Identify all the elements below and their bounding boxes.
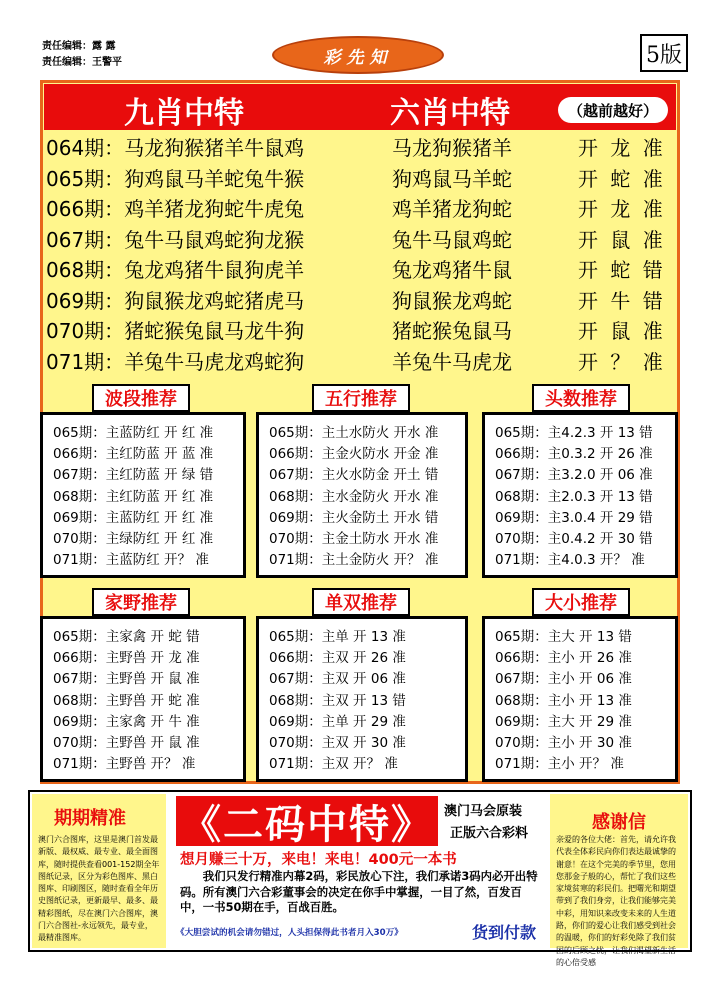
section-line: 070期：主小 开 30 准 <box>495 735 632 751</box>
section-title: 大小推荐 <box>532 588 630 616</box>
section-line: 066期：主双 开 26 准 <box>269 650 406 667</box>
section-title: 波段推荐 <box>92 384 190 412</box>
row-result: 开 蛇 准 <box>578 166 663 191</box>
advert-side-1: 澳门马会原装 <box>444 804 523 819</box>
section-line: 070期：主双 开 30 准 <box>269 735 406 751</box>
row-period-and-nine: 066期：鸡羊猪龙狗蛇牛虎兔 <box>46 197 305 221</box>
section-line: 066期：主野兽 开 龙 准 <box>53 650 200 667</box>
section-title: 头数推荐 <box>532 384 630 412</box>
row-six: 猪蛇猴兔鼠马 <box>392 319 512 343</box>
advert-side-2: 正版六合彩料 <box>450 826 529 841</box>
row-period-and-nine: 065期：狗鸡鼠马羊蛇兔牛猴 <box>46 166 305 191</box>
row-result: 开 鼠 准 <box>578 227 663 252</box>
section-box <box>256 616 468 782</box>
editor-line-1: 责任编辑：露 露 <box>42 41 116 52</box>
section-box <box>482 412 678 578</box>
section-box <box>256 412 468 578</box>
row-six: 兔龙鸡猪牛鼠 <box>392 258 512 282</box>
section-line: 071期：主野兽 开？ 准 <box>53 756 196 773</box>
section-line: 070期：主0.4.2 开 30 错 <box>495 531 653 547</box>
advert-footer: 《大胆尝试的机会请勿错过，人头担保得此书者月入30万》 <box>176 928 403 938</box>
left-advert-title: 期期精准 <box>54 808 126 829</box>
row-six: 兔牛马鼠鸡蛇 <box>392 227 512 252</box>
row-six: 马龙狗猴猪羊 <box>392 136 512 160</box>
section-line: 069期：主3.0.4 开 29 错 <box>495 509 653 526</box>
page-version: 5版 <box>640 34 688 72</box>
section-box <box>482 616 678 782</box>
section-line: 067期：主双 开 06 准 <box>269 671 406 688</box>
row-period-and-nine: 068期：兔龙鸡猪牛鼠狗虎羊 <box>46 258 305 282</box>
section-line: 071期：主小 开？ 准 <box>495 756 624 773</box>
section-line: 066期：主金火防水 开金 准 <box>269 446 439 463</box>
row-period-and-nine: 070期：猪蛇猴兔鼠马龙牛狗 <box>46 319 305 343</box>
right-advert <box>550 794 688 967</box>
section-line: 066期：主小 开 26 准 <box>495 650 632 667</box>
row-six: 鸡羊猪龙狗蛇 <box>392 197 512 221</box>
row-period-and-nine: 069期：狗鼠猴龙鸡蛇猪虎马 <box>46 288 305 313</box>
section-line: 065期：主4.2.3 开 13 错 <box>495 425 653 441</box>
thanks-letter-text: 亲爱的各位大佬：首先，请允许我代表全体彩民向你们表达最诚挚的谢意！在这个完美的季节里，您用您那金子般的心，帮忙了我们这些家境贫寒的彩民们。把曙光和期望带到了我们身旁，让我们能够完美中彩，用知识来改变未来的人生道路，你们的爱心让我们感受到社会的温暖，你们的好彩免除了我们贫困的后顾之忧，让我们渴望新生活的心倍受感 <box>556 835 676 967</box>
row-period-and-nine: 064期：马龙狗猴猪羊牛鼠鸡 <box>46 136 305 160</box>
section-line: 070期：主野兽 开 鼠 准 <box>53 735 200 751</box>
section-line: 065期：主单 开 13 准 <box>269 629 406 645</box>
section-line: 065期：主蓝防红 开 红 准 <box>53 425 214 441</box>
section-line: 065期：主大 开 13 错 <box>495 629 632 645</box>
section-line: 065期：主家禽 开 蛇 错 <box>53 629 200 645</box>
row-result: 开 龙 准 <box>578 136 663 160</box>
section-line: 071期：主蓝防红 开？ 准 <box>53 552 209 569</box>
section-line: 071期：主4.0.3 开？ 准 <box>495 552 645 569</box>
section-line: 068期：主水金防火 开水 准 <box>269 488 439 505</box>
row-result: 开 牛 错 <box>578 288 663 313</box>
section-line: 067期：主野兽 开 鼠 准 <box>53 671 200 688</box>
two-code-title: 《二码中特》 <box>176 796 438 846</box>
section-title: 五行推荐 <box>312 384 410 412</box>
row-result: 开 龙 准 <box>578 197 663 221</box>
section-line: 066期：主0.3.2 开 26 准 <box>495 446 653 463</box>
section-line: 069期：主家禽 开 牛 准 <box>53 713 200 730</box>
section-title: 家野推荐 <box>92 588 190 616</box>
section-line: 068期：主野兽 开 蛇 准 <box>53 692 200 709</box>
section-line: 067期：主红防蓝 开 绿 错 <box>53 467 214 484</box>
left-advert <box>32 794 166 948</box>
left-advert-text: 澳门六合图库，这里是澳门首发最新版、最权威、最专业、最全面图库，随时提供查看001-152期全年图纸记录，区分为彩色图库、黑白图库、印刷图区，随时查看全年历史图纸记录，更新最早、最多、最精彩图纸，尽在澳门六合图库，澳门六合图社-永远领先，最专业，最精准图库。 <box>38 835 160 943</box>
section-box <box>40 412 246 578</box>
section-line: 067期：主火水防金 开土 错 <box>269 467 439 484</box>
editor-line-2: 责任编辑：王警平 <box>42 57 122 68</box>
section-line: 068期：主红防蓝 开 红 准 <box>53 488 214 505</box>
section-line: 070期：主绿防红 开 红 准 <box>53 531 214 547</box>
advert-body: 我们只发行精准内幕2码，彩民放心下注，我们承诺3码内必开出特码。所有澳门六合彩董事会的决定在你手中掌握，一目了然，百发百中，一书50期在手，百战百胜。 <box>180 869 538 914</box>
row-six: 狗鼠猴龙鸡蛇 <box>392 288 512 313</box>
row-period-and-nine: 067期：兔牛马鼠鸡蛇狗龙猴 <box>46 227 305 252</box>
row-six: 羊兔牛马虎龙 <box>392 349 512 374</box>
section-line: 069期：主蓝防红 开 红 准 <box>53 509 214 526</box>
section-line: 071期：主双 开？ 准 <box>269 756 398 773</box>
section-title: 单双推荐 <box>312 588 410 616</box>
advert-slogan: 想月赚三十万，来电！来电！400元一本书 <box>180 852 457 868</box>
section-line: 069期：主大 开 29 准 <box>495 713 632 730</box>
section-line: 070期：主金土防水 开水 准 <box>269 531 439 547</box>
section-line: 068期：主2.0.3 开 13 错 <box>495 488 653 505</box>
banner-note: （越前越好） <box>558 97 668 123</box>
row-result: 开 蛇 错 <box>578 258 663 282</box>
section-line: 066期：主红防蓝 开 蓝 准 <box>53 446 214 463</box>
section-line: 067期：主3.2.0 开 06 准 <box>495 467 653 484</box>
section-line: 071期：主土金防火 开？ 准 <box>269 552 439 569</box>
section-line: 069期：主火金防土 开水 错 <box>269 509 439 526</box>
section-line: 065期：主土水防火 开水 准 <box>269 425 439 441</box>
row-six: 狗鸡鼠马羊蛇 <box>392 166 512 191</box>
section-line: 067期：主小 开 06 准 <box>495 671 632 688</box>
six-zodiac-title: 六肖中特 <box>390 96 510 131</box>
thanks-letter-title: 感谢信 <box>592 812 646 833</box>
row-result: 开 鼠 准 <box>578 319 663 343</box>
section-box <box>40 616 246 782</box>
nine-zodiac-title: 九肖中特 <box>124 96 244 131</box>
section-line: 068期：主双 开 13 错 <box>269 692 406 709</box>
row-period-and-nine: 071期：羊兔牛马虎龙鸡蛇狗 <box>46 349 305 374</box>
cod-label: 货到付款 <box>472 923 537 942</box>
masthead-logo: 彩先知 <box>272 36 444 74</box>
row-result: 开 ？ 准 <box>578 349 663 374</box>
section-line: 069期：主单 开 29 准 <box>269 713 406 730</box>
section-line: 068期：主小 开 13 准 <box>495 692 632 709</box>
